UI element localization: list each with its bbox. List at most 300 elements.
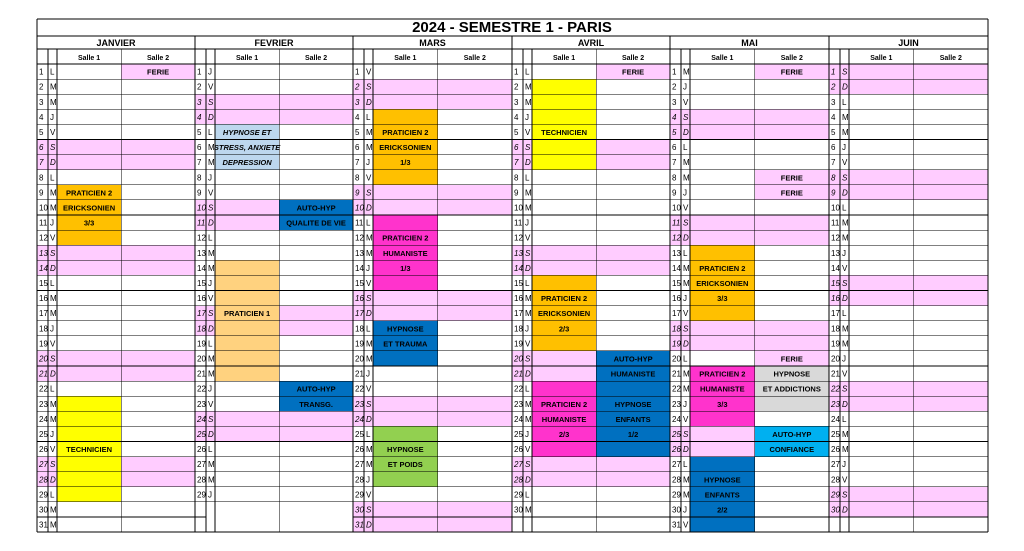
weekday-letter: L: [366, 112, 371, 122]
day-number: 26: [672, 445, 681, 455]
weekend-row: [195, 109, 353, 124]
day-number: 10: [39, 203, 48, 213]
weekend-row: [670, 215, 829, 230]
weekday-letter: M: [366, 143, 373, 153]
day-number: 29: [831, 490, 840, 500]
day-number: 27: [197, 460, 206, 470]
weekend-row: [37, 260, 195, 275]
day-number: 20: [672, 354, 681, 364]
weekday-letter: L: [50, 67, 55, 77]
day-number: 22: [672, 384, 681, 394]
day-number: 22: [39, 384, 48, 394]
weekend-row: [353, 306, 512, 321]
session-label: ET TRAUMA: [383, 339, 428, 349]
day-number: 17: [831, 309, 840, 319]
day-number: 16: [355, 294, 364, 304]
room-header: Salle 2: [146, 55, 170, 62]
day-number: 22: [831, 384, 840, 394]
weekday-letter: M: [208, 354, 215, 364]
session-label: ET ADDICTIONS: [762, 384, 821, 394]
weekend-row: [829, 79, 988, 94]
weekday-letter: S: [50, 143, 56, 153]
weekday-letter: D: [842, 82, 848, 92]
day-number: 18: [355, 324, 364, 334]
weekend-row: [353, 517, 512, 532]
weekend-row: [829, 170, 988, 185]
session-label: AUTO-HYP: [613, 354, 653, 364]
month-name: AVRIL: [577, 38, 605, 48]
weekday-letter: D: [525, 475, 531, 485]
day-number: 21: [39, 369, 48, 379]
day-number: 3: [672, 97, 677, 107]
day-number: 27: [39, 460, 48, 470]
day-number: 22: [514, 384, 523, 394]
session-label: ENFANTS: [615, 414, 651, 424]
room-header: Salle 1: [394, 55, 417, 62]
day-number: 19: [831, 339, 840, 349]
weekday-letter: J: [50, 218, 54, 228]
weekday-letter: V: [50, 233, 56, 243]
weekday-letter: L: [683, 248, 688, 258]
session-label: PRATICIEN 1: [224, 309, 271, 319]
weekday-letter: V: [366, 278, 372, 288]
weekday-letter: L: [50, 490, 55, 500]
weekday-letter: L: [683, 143, 688, 153]
room-header: Salle 2: [463, 55, 486, 62]
session-label: 1/3: [400, 263, 411, 273]
month-name: FEVRIER: [254, 38, 294, 48]
day-number: 1: [39, 67, 44, 77]
day-number: 29: [197, 490, 206, 500]
weekday-letter: J: [208, 490, 212, 500]
weekday-letter: V: [842, 369, 848, 379]
weekday-letter: D: [50, 475, 56, 485]
session-label: HUMANISTE: [610, 369, 656, 379]
session-label: PRATICIEN 2: [382, 233, 429, 243]
day-number: 25: [831, 429, 840, 439]
day-number: 23: [831, 399, 840, 409]
weekend-row: [37, 366, 195, 381]
session-label: 2/2: [717, 505, 728, 515]
weekday-letter: M: [208, 460, 215, 470]
weekday-letter: J: [683, 505, 687, 515]
weekday-letter: V: [683, 414, 689, 424]
day-number: 19: [672, 339, 681, 349]
weekend-row: [37, 140, 195, 155]
weekday-letter: M: [842, 339, 849, 349]
weekend-row: [195, 411, 353, 426]
session-label: TRANSG.: [299, 399, 333, 409]
day-number: 15: [831, 278, 840, 288]
day-number: 8: [672, 173, 677, 183]
weekday-letter: L: [525, 67, 530, 77]
weekday-letter: M: [842, 233, 849, 243]
session-label: DEPRESSION: [222, 158, 272, 168]
weekday-letter: S: [683, 218, 689, 228]
day-number: 6: [672, 143, 677, 153]
day-number: 22: [197, 384, 206, 394]
weekend-row: [670, 230, 829, 245]
day-number: 17: [355, 309, 364, 319]
weekday-letter: J: [366, 158, 370, 168]
day-number: 28: [514, 475, 523, 485]
day-number: 3: [197, 97, 202, 107]
weekday-letter: D: [525, 158, 531, 168]
weekday-letter: S: [208, 97, 214, 107]
day-number: 7: [672, 158, 677, 168]
weekend-row: [37, 351, 195, 366]
weekday-letter: L: [525, 278, 530, 288]
day-number: 13: [831, 248, 840, 258]
weekday-letter: J: [50, 112, 54, 122]
session-label: ERICKSONIEN: [63, 203, 116, 213]
session-label: ERICKSONIEN: [379, 143, 432, 153]
day-number: 18: [672, 324, 681, 334]
weekday-letter: M: [208, 369, 215, 379]
weekday-letter: S: [683, 324, 689, 334]
weekday-letter: D: [842, 399, 848, 409]
weekday-letter: D: [208, 429, 214, 439]
day-number: 29: [355, 490, 364, 500]
session-label: 2/3: [558, 429, 570, 439]
weekday-letter: S: [525, 354, 531, 364]
weekday-letter: S: [366, 294, 372, 304]
day-number: 16: [672, 294, 681, 304]
day-number: 4: [672, 112, 677, 122]
weekday-letter: L: [208, 339, 213, 349]
session-label: AUTO-HYP: [772, 429, 812, 439]
weekday-letter: J: [208, 384, 212, 394]
day-number: 27: [831, 460, 840, 470]
weekend-row: [670, 124, 829, 139]
weekday-letter: J: [842, 460, 846, 470]
weekday-letter: V: [50, 445, 56, 455]
day-number: 14: [355, 263, 364, 273]
weekday-letter: M: [683, 67, 690, 77]
day-number: 18: [514, 324, 523, 334]
session-label: FERIE: [780, 173, 803, 183]
session-label: HYPNOSE: [386, 324, 424, 334]
weekday-letter: D: [683, 127, 689, 137]
weekend-row: [353, 291, 512, 306]
day-number: 23: [514, 399, 523, 409]
weekday-letter: M: [525, 309, 532, 319]
weekend-row: [670, 321, 829, 336]
weekday-letter: V: [525, 233, 531, 243]
weekday-letter: M: [366, 233, 373, 243]
day-number: 17: [197, 309, 206, 319]
weekend-row: [353, 396, 512, 411]
day-number: 25: [355, 429, 364, 439]
calendar-title: 2024 - SEMESTRE 1 - PARIS: [412, 19, 612, 36]
day-number: 7: [197, 158, 202, 168]
weekday-letter: M: [842, 112, 849, 122]
session-label: STRESS, ANXIETE: [213, 143, 281, 153]
weekday-letter: D: [683, 233, 689, 243]
day-number: 18: [831, 324, 840, 334]
day-number: 5: [672, 127, 677, 137]
weekday-letter: M: [366, 127, 373, 137]
weekday-letter: L: [366, 218, 371, 228]
day-number: 12: [39, 233, 48, 243]
weekend-row: [829, 64, 988, 79]
day-number: 20: [355, 354, 364, 364]
month-name: MARS: [419, 38, 446, 48]
weekday-letter: S: [842, 67, 848, 77]
session-label: AUTO-HYP: [296, 203, 336, 213]
day-number: 16: [39, 294, 48, 304]
day-number: 21: [197, 369, 206, 379]
weekday-letter: S: [842, 490, 848, 500]
weekday-letter: M: [525, 188, 532, 198]
session-label: 3/3: [717, 294, 728, 304]
weekday-letter: V: [50, 339, 56, 349]
day-number: 28: [831, 475, 840, 485]
day-number: 9: [514, 188, 519, 198]
day-number: 21: [831, 369, 840, 379]
weekend-row: [670, 109, 829, 124]
weekday-letter: V: [683, 203, 689, 213]
weekday-letter: S: [208, 414, 214, 424]
day-number: 30: [831, 505, 840, 515]
weekday-letter: M: [842, 127, 849, 137]
weekday-letter: S: [525, 248, 531, 258]
day-number: 12: [197, 233, 206, 243]
weekday-letter: D: [366, 203, 372, 213]
session-label: HYPNOSE: [703, 475, 741, 485]
day-number: 3: [39, 97, 44, 107]
weekday-letter: J: [842, 354, 846, 364]
weekend-row: [829, 487, 988, 502]
room-header: Salle 2: [621, 55, 645, 62]
session-label: HUMANISTE: [541, 414, 587, 424]
weekday-letter: S: [50, 354, 56, 364]
session-label: PRATICIEN 2: [382, 127, 429, 137]
weekday-letter: M: [683, 173, 690, 183]
day-number: 3: [514, 97, 519, 107]
weekday-letter: J: [842, 143, 846, 153]
day-number: 11: [831, 218, 840, 228]
day-number: 14: [39, 263, 48, 273]
day-number: 15: [514, 278, 523, 288]
day-number: 25: [197, 429, 206, 439]
weekday-letter: J: [525, 429, 529, 439]
weekend-row: [37, 155, 195, 170]
weekend-row: [353, 200, 512, 215]
weekday-letter: V: [208, 188, 214, 198]
session-label: 2/3: [558, 324, 570, 334]
weekday-letter: J: [683, 399, 687, 409]
weekday-letter: J: [366, 263, 370, 273]
weekday-letter: M: [208, 263, 215, 273]
weekday-letter: D: [842, 294, 848, 304]
day-number: 28: [39, 475, 48, 485]
weekday-letter: D: [842, 188, 848, 198]
month-name: MAI: [741, 38, 758, 48]
day-number: 2: [355, 82, 360, 92]
weekday-letter: M: [366, 339, 373, 349]
weekday-letter: M: [683, 263, 690, 273]
session-label: PRATICIEN 2: [699, 369, 746, 379]
day-number: 27: [355, 460, 364, 470]
weekday-letter: M: [525, 399, 532, 409]
weekday-letter: M: [208, 248, 215, 258]
weekday-letter: M: [208, 475, 215, 485]
day-number: 29: [514, 490, 523, 500]
day-number: 13: [197, 248, 206, 258]
weekday-letter: M: [525, 203, 532, 213]
weekend-row: [353, 411, 512, 426]
room-header: Salle 1: [77, 55, 101, 62]
weekday-letter: M: [525, 97, 532, 107]
weekday-letter: D: [842, 505, 848, 515]
weekday-letter: L: [525, 384, 530, 394]
session-label: ENFANTS: [704, 490, 740, 500]
day-number: 26: [514, 445, 523, 455]
day-number: 2: [672, 82, 677, 92]
weekday-letter: J: [683, 294, 687, 304]
weekday-letter: V: [208, 294, 214, 304]
weekend-row: [353, 502, 512, 517]
day-number: 10: [672, 203, 681, 213]
day-number: 11: [355, 218, 364, 228]
day-number: 30: [514, 505, 523, 515]
session-label: 3/3: [717, 399, 728, 409]
session-label: PRATICIEN 2: [541, 294, 588, 304]
weekday-letter: M: [208, 158, 215, 168]
day-number: 1: [672, 67, 677, 77]
weekday-letter: V: [208, 82, 214, 92]
day-number: 26: [355, 445, 364, 455]
day-number: 27: [672, 460, 681, 470]
weekday-letter: J: [683, 188, 687, 198]
weekday-letter: M: [525, 82, 532, 92]
day-number: 31: [39, 520, 48, 530]
day-number: 31: [355, 520, 364, 530]
weekday-letter: L: [842, 414, 847, 424]
day-number: 12: [355, 233, 364, 243]
session-label: HUMANISTE: [700, 384, 745, 394]
weekday-letter: S: [366, 188, 372, 198]
day-number: 10: [514, 203, 523, 213]
weekday-letter: D: [683, 339, 689, 349]
day-number: 8: [355, 173, 360, 183]
day-number: 1: [831, 67, 836, 77]
weekday-letter: V: [366, 384, 372, 394]
session-label: PRATICIEN 2: [66, 188, 113, 198]
day-number: 12: [831, 233, 840, 243]
day-number: 9: [831, 188, 836, 198]
weekday-letter: V: [366, 490, 372, 500]
weekend-row: [512, 245, 670, 260]
weekday-letter: J: [525, 218, 529, 228]
day-number: 11: [672, 218, 681, 228]
weekday-letter: L: [842, 97, 847, 107]
weekday-letter: M: [50, 203, 57, 213]
session-label: FERIE: [780, 67, 803, 77]
weekend-row: [829, 275, 988, 290]
month-name: JUIN: [898, 38, 919, 48]
day-number: 9: [197, 188, 202, 198]
session-label: HYPNOSE ET: [222, 127, 272, 137]
session-label: FERIE: [780, 354, 803, 364]
session-label: HYPNOSE: [386, 445, 424, 455]
weekday-letter: S: [208, 309, 214, 319]
weekday-letter: S: [50, 248, 56, 258]
day-number: 2: [197, 82, 202, 92]
day-number: 11: [39, 218, 48, 228]
weekday-letter: V: [366, 173, 372, 183]
day-number: 4: [39, 112, 44, 122]
session-label: PRATICIEN 2: [699, 263, 746, 273]
weekday-letter: D: [208, 324, 214, 334]
weekday-letter: L: [208, 127, 213, 137]
weekday-letter: M: [366, 248, 373, 258]
day-number: 30: [355, 505, 364, 515]
day-number: 21: [514, 369, 523, 379]
weekend-row: [353, 185, 512, 200]
weekday-letter: D: [366, 520, 372, 530]
weekday-letter: L: [842, 203, 847, 213]
day-number: 2: [39, 82, 44, 92]
day-number: 16: [514, 294, 523, 304]
weekday-letter: S: [366, 82, 372, 92]
weekday-letter: V: [208, 399, 214, 409]
weekday-letter: M: [525, 294, 532, 304]
weekday-letter: J: [50, 429, 54, 439]
day-number: 19: [355, 339, 364, 349]
weekday-letter: S: [366, 505, 372, 515]
weekday-letter: S: [842, 278, 848, 288]
weekend-row: [195, 426, 353, 441]
weekend-row: [37, 245, 195, 260]
weekend-row: [512, 457, 670, 472]
day-number: 18: [39, 324, 48, 334]
day-number: 7: [514, 158, 519, 168]
weekday-letter: D: [525, 263, 531, 273]
weekend-row: [353, 79, 512, 94]
weekday-letter: D: [366, 97, 372, 107]
weekend-row: [829, 502, 988, 517]
room-header: Salle 2: [780, 55, 803, 62]
session-label: HYPNOSE: [614, 399, 652, 409]
day-number: 23: [197, 399, 206, 409]
session-label: TECHNICIEN: [66, 445, 113, 455]
day-number: 10: [831, 203, 840, 213]
weekday-letter: V: [525, 339, 531, 349]
weekday-letter: M: [50, 399, 57, 409]
weekend-row: [829, 185, 988, 200]
day-number: 28: [672, 475, 681, 485]
day-number: 17: [672, 309, 681, 319]
day-number: 16: [197, 294, 206, 304]
weekday-letter: S: [842, 173, 848, 183]
day-number: 14: [514, 263, 523, 273]
weekday-letter: M: [50, 97, 57, 107]
day-number: 4: [514, 112, 519, 122]
day-number: 4: [197, 112, 202, 122]
weekday-letter: L: [366, 324, 371, 334]
weekday-letter: D: [50, 369, 56, 379]
weekday-letter: V: [842, 158, 848, 168]
weekday-letter: L: [525, 490, 530, 500]
day-number: 11: [197, 218, 206, 228]
weekday-letter: L: [842, 309, 847, 319]
day-number: 26: [197, 445, 206, 455]
day-number: 28: [197, 475, 206, 485]
day-number: 13: [672, 248, 681, 258]
day-number: 4: [355, 112, 360, 122]
